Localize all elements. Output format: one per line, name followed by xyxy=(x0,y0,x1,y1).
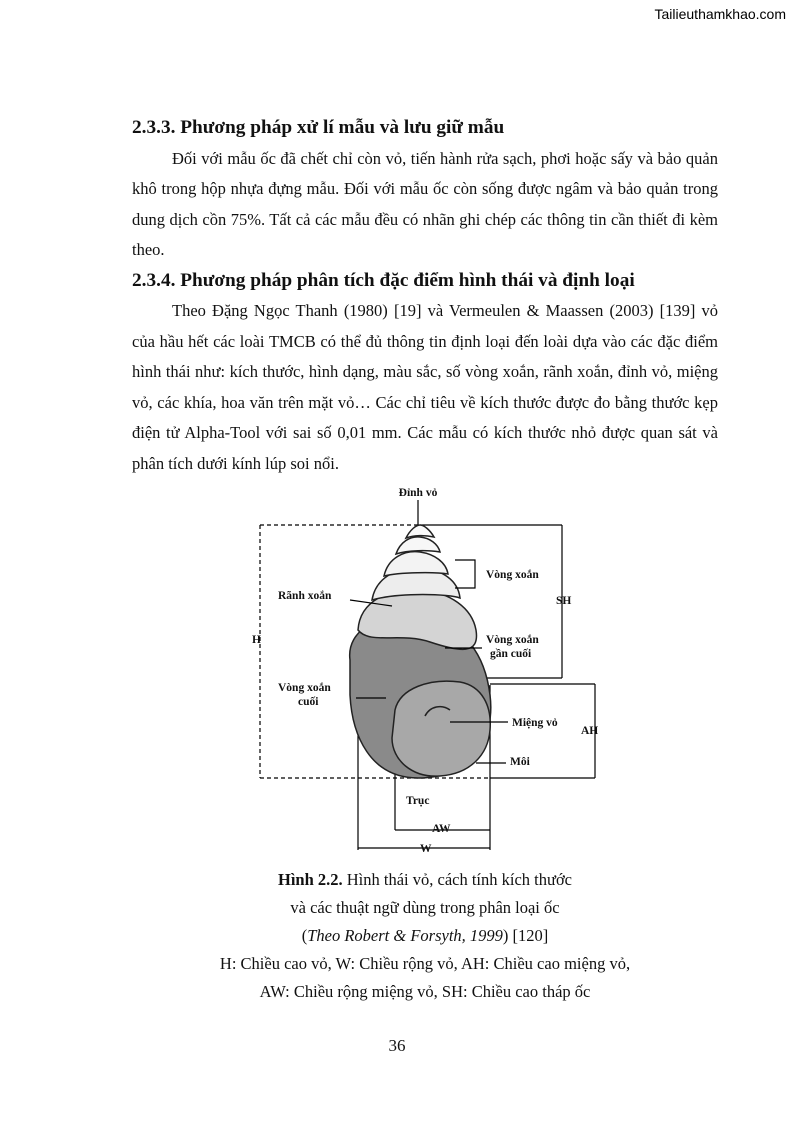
section-heading-2-3-3: 2.3.3. Phương pháp xử lí mẫu và lưu giữ mẫu xyxy=(132,117,505,138)
caption-source-close: ) [120] xyxy=(502,926,549,945)
caption-line-1 xyxy=(132,866,718,894)
label-sh: SH xyxy=(556,595,572,607)
caption-line-2: và các thuật ngữ dùng trong phân loại ốc xyxy=(290,898,560,917)
figure-caption xyxy=(132,866,718,1006)
label-vong-xoan-gan-cuoi-line2: gần cuối xyxy=(490,648,532,660)
caption-line-4: H: Chiều cao vỏ, W: Chiều rộng vỏ, AH: Chiều cao miệng vỏ, xyxy=(219,954,631,973)
label-truc: Trục xyxy=(406,795,430,807)
caption-title-part1: Hình thái vỏ, cách tính kích thước xyxy=(342,870,573,889)
label-mieng-vo: Miệng vỏ xyxy=(512,717,558,729)
page-number: 36 xyxy=(388,1036,406,1055)
caption-line-3 xyxy=(132,922,718,950)
section-paragraph-2-3-4: Theo Đặng Ngọc Thanh (1980) [19] và Vermeulen & Maassen (2003) [139] vỏ của hầu hết các loài TMCB có thể đủ thông tin định loại đến loài dựa vào các đặc điểm hình thái như: kích thước, hình dạng, màu sắc, số vòng xoắn, rãnh xoắn, đỉnh vỏ, miệng vỏ, các khía, hoa văn trên mặt vỏ… Các chỉ tiêu về kích thước được đo bằng thước kẹp điện tử Alpha-Tool với sai số 0,01 mm. Các mẫu có kích thước nhỏ được quan sát và phân tích dưới kính lúp soi nổi. xyxy=(132,301,718,473)
caption-line-5: AW: Chiều rộng miệng vỏ, SH: Chiều cao tháp ốc xyxy=(259,982,591,1001)
section-heading-2-3-4: 2.3.4. Phương pháp phân tích đặc điểm hình thái và định loại xyxy=(132,269,635,291)
label-h: H xyxy=(252,634,261,646)
caption-figure-number: Hình 2.2. xyxy=(277,870,343,889)
shell-morphology-figure xyxy=(250,480,610,860)
label-moi: Môi xyxy=(510,756,530,768)
caption-source: Theo Robert & Forsyth, 1999 xyxy=(307,926,503,945)
label-vong-xoan-cuoi-line1: Vòng xoắn xyxy=(278,682,331,694)
document-body xyxy=(132,113,718,479)
caption-source-open: ( xyxy=(301,926,308,945)
label-aw: AW xyxy=(432,823,451,835)
label-vong-xoan-cuoi-line2: cuối xyxy=(298,696,319,708)
label-ah: AH xyxy=(581,725,599,737)
label-ranh-xoan: Rãnh xoắn xyxy=(278,590,332,602)
label-dinh-vo: Đỉnh vỏ xyxy=(398,487,438,499)
label-vong-xoan-gan-cuoi-line1: Vòng xoắn xyxy=(486,634,539,646)
label-vong-xoan: Vòng xoắn xyxy=(486,569,539,581)
shell-diagram xyxy=(250,480,610,860)
shell-icon xyxy=(350,525,491,778)
watermark: Tailieuthamkhao.com xyxy=(654,6,786,22)
label-w: W xyxy=(420,843,432,855)
section-paragraph-2-3-3: Đối với mẫu ốc đã chết chỉ còn vỏ, tiến hành rửa sạch, phơi hoặc sấy và bảo quản khô trong hộp nhựa đựng mẫu. Đối với mẫu ốc còn sống được ngâm và bảo quản trong dung dịch cồn 75%. Tất cả các mẫu đều có nhãn ghi chép các thông tin cần thiết đi kèm theo. xyxy=(132,148,718,259)
